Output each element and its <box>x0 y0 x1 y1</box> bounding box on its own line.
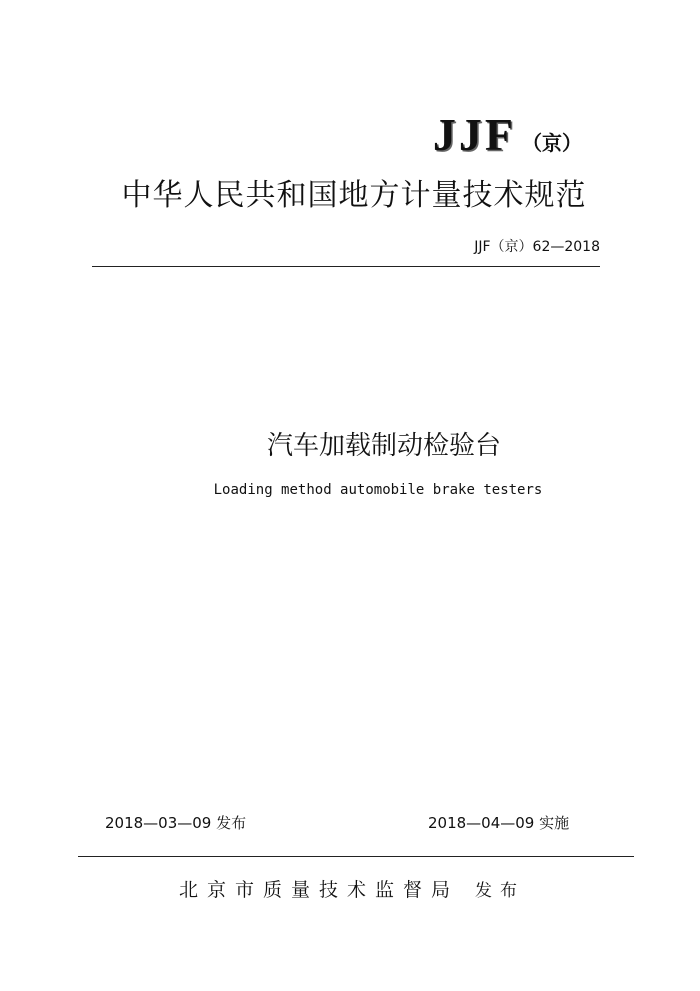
standard-logo <box>433 108 582 161</box>
logo-mark: JJF <box>432 109 516 160</box>
publisher <box>0 875 700 902</box>
bottom-divider <box>78 856 634 857</box>
publisher-action: 发布 <box>475 881 525 901</box>
national-standard-title: 中华人民共和国地方计量技术规范 <box>121 178 587 213</box>
implementation-date: 2018—04—09 实施 <box>428 814 570 832</box>
publisher-name: 北京市质量技术监督局 <box>178 879 459 901</box>
document-number: JJF（京）62—2018 <box>474 239 600 255</box>
document-title-chinese: 汽车加载制动检验台 <box>266 431 501 461</box>
top-divider <box>92 266 600 267</box>
document-title-english: Loading method automobile brake testers <box>213 482 543 498</box>
issue-date: 2018—03—09 发布 <box>105 814 247 832</box>
logo-suffix: （京） <box>522 131 582 155</box>
